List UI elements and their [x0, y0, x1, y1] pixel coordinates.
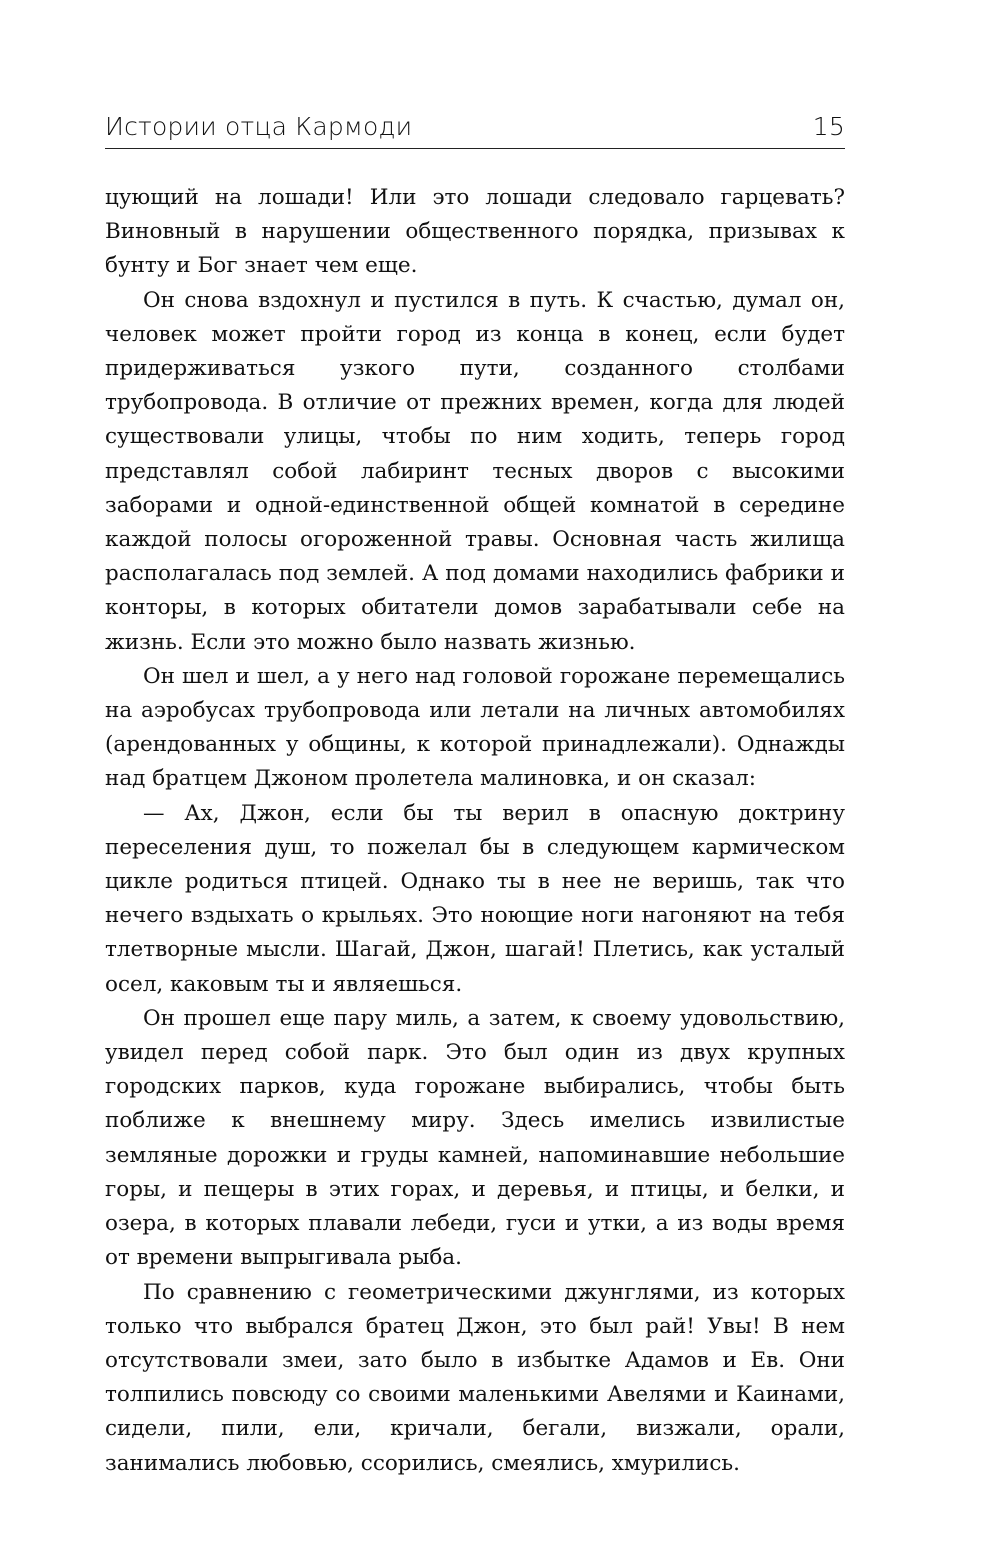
- paragraph: По сравнению с геометрическими джунглями, из которых только что выбрался братец Джон, это был рай! Увы! В нем отсутствовали змеи, зато было в избытке Адамов и Ев. Они толпились повсюду со своими маленькими Авелями и Каинами, сидели, пили, ели, кричали, бегали, визжали, орали, занимались любовью, ссорились, смеялись, хмурились.: [105, 1279, 845, 1476]
- paragraph: Он снова вздохнул и пустился в путь. К счастью, думал он, человек может пройти город из конца в конец, если будет придерживаться узкого пути, созданного столбами трубопровода. В отличие от прежних времен, когда для людей существовали улицы, чтобы по ним ходить, теперь город представлял собой лабиринт тесных дворов с высокими заборами и одной-единственной общей комнатой в середине каждой полосы огороженной травы. Основная часть жилища располагалась под землей. А под домами находились фабрики и конторы, в которых обитатели домов зарабатывали себе на жизнь. Если это можно было назвать жизнью.: [105, 287, 845, 655]
- paragraph: Он прошел еще пару миль, а затем, к своему удовольствию, увидел перед собой парк. Это был один из двух крупных городских парков, куда горожане выбирались, чтобы быть поближе к внешнему миру. Здесь имелись извилистые земляные дорожки и груды камней, напоминавшие небольшие горы, и пещеры в этих горах, и деревья, и птицы, и белки, и озера, в которых плавали лебеди, гуси и утки, а из воды время от времени выпрыгивала рыба.: [105, 1005, 845, 1271]
- paragraph-continued: цующий на лошади! Или это лошади следовало гарцевать? Виновный в нарушении общественного порядка, призывах к бунту и Бог знает чем еще.: [105, 185, 845, 279]
- page-number: 15: [812, 112, 845, 141]
- body-text: [105, 181, 845, 1481]
- dialogue-paragraph: — Ах, Джон, если бы ты верил в опасную доктрину переселения душ, то пожелал бы в следующем кармическом цикле родиться птицей. Однако ты в нее не веришь, так что нечего вздыхать о крыльях. Это ноющие ноги нагоняют на тебя тлетворные мысли. Шагай, Джон, шагай! Плетись, как усталый осел, каковым ты и являешься.: [105, 800, 845, 997]
- running-header: [105, 110, 845, 149]
- book-page: [105, 110, 845, 1481]
- paragraph: Он шел и шел, а у него над головой горожане перемещались на аэробусах трубопровода или летали на личных автомобилях (арендованных у общины, к которой принадлежали). Однажды над братцем Джоном пролетела малиновка, и он сказал:: [105, 663, 845, 792]
- running-title: Истории отца Кармоди: [105, 112, 413, 141]
